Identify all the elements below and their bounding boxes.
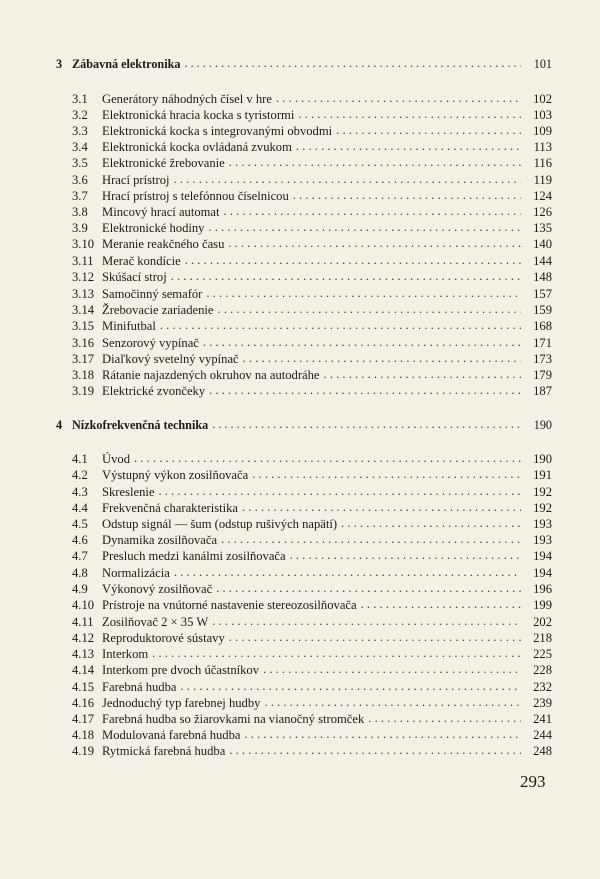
- section-title: Meranie reakčného času: [102, 237, 228, 251]
- section-title: Interkom pre dvoch účastníkov: [102, 663, 263, 677]
- section-title: Výkonový zosilňovač: [102, 582, 216, 596]
- section-page: 239: [521, 696, 552, 710]
- toc-entry: [72, 350, 552, 366]
- section-number: 4.18: [72, 728, 95, 742]
- section-page: 196: [521, 582, 552, 596]
- section-number: 3.11: [72, 254, 94, 268]
- toc-entry: [72, 710, 552, 726]
- section-number: 4.9: [72, 582, 88, 596]
- section-number: 4.11: [72, 615, 94, 629]
- dot-leader: [276, 91, 521, 105]
- dot-leader: [263, 662, 521, 676]
- section-page: 244: [521, 728, 552, 742]
- section-title: Elektrické zvončeky: [102, 384, 209, 398]
- dot-leader: [324, 367, 521, 381]
- section-number: 3.6: [72, 173, 88, 187]
- section-title: Skreslenie: [102, 485, 158, 499]
- toc-entry: [72, 531, 552, 547]
- toc-entry: [72, 629, 552, 645]
- toc-entry: [72, 203, 552, 219]
- section-title: Farebná hudba: [102, 680, 181, 694]
- section-number: 3.19: [72, 384, 95, 398]
- section-number: 3.7: [72, 189, 88, 203]
- toc-entry: [72, 483, 552, 499]
- section-page: 232: [521, 680, 552, 694]
- section-number: 3.4: [72, 140, 88, 154]
- section-page: 225: [521, 647, 552, 661]
- toc-entry: [72, 235, 552, 251]
- page-number: 293: [520, 772, 546, 791]
- section-page: 135: [521, 221, 552, 235]
- dot-leader: [293, 188, 521, 202]
- section-page: 190: [521, 452, 552, 466]
- section-number: 4.1: [72, 452, 88, 466]
- section-title: Farebná hudba so žiarovkami na vianočný stromček: [102, 712, 368, 726]
- dot-leader: [208, 220, 521, 234]
- section-number: 3.17: [72, 352, 95, 366]
- section-page: 192: [521, 485, 552, 499]
- section-title: Hrací prístroj s telefónnou číselnicou: [102, 189, 293, 203]
- dot-leader: [218, 302, 521, 316]
- section-number: 3.16: [72, 336, 95, 350]
- section-page: 171: [521, 336, 552, 350]
- toc-entry: [72, 268, 552, 284]
- toc-entry: [72, 90, 552, 106]
- dot-leader: [174, 565, 521, 579]
- section-page: 126: [521, 205, 552, 219]
- toc-entry: [72, 154, 552, 170]
- section-page: 192: [521, 501, 552, 515]
- toc-entry: [72, 450, 552, 466]
- section-page: 179: [521, 368, 552, 382]
- dot-leader: [341, 516, 521, 530]
- section-page: 124: [521, 189, 552, 203]
- toc-entry: [72, 613, 552, 629]
- toc-entry: [72, 515, 552, 531]
- section-number: 4.16: [72, 696, 95, 710]
- dot-leader: [203, 335, 521, 349]
- dot-leader: [242, 500, 521, 514]
- section-title: Generátory náhodných čísel v hre: [102, 92, 276, 106]
- dot-leader: [296, 139, 521, 153]
- section-number: 3.5: [72, 156, 88, 170]
- section-number: 4.6: [72, 533, 88, 547]
- dot-leader: [252, 467, 521, 481]
- toc-entry: [72, 106, 552, 122]
- section-title: Modulovaná farebná hudba: [102, 728, 244, 742]
- section-number: 4.14: [72, 663, 95, 677]
- section-title: Presluch medzi kanálmi zosilňovača: [102, 549, 290, 563]
- section-page: 113: [521, 140, 552, 154]
- section-number: 3.8: [72, 205, 88, 219]
- section-title: Odstup signál — šum (odstup rušivých napätí): [102, 517, 341, 531]
- section-page: 194: [521, 549, 552, 563]
- section-number: 3.15: [72, 319, 95, 333]
- section-page: 194: [521, 566, 552, 580]
- dot-leader: [184, 56, 521, 70]
- section-title: Mincový hrací automat: [102, 205, 224, 219]
- section-page: 173: [521, 352, 552, 366]
- section-title: Normalizácia: [102, 566, 174, 580]
- toc-entry: [72, 742, 552, 758]
- section-title: Reproduktorové sústavy: [102, 631, 229, 645]
- section-number: 4.17: [72, 712, 95, 726]
- toc-entry: [72, 301, 552, 317]
- section-number: 4.15: [72, 680, 95, 694]
- toc-entry: [72, 596, 552, 612]
- dot-leader: [361, 597, 521, 611]
- chapter-number: 3: [56, 57, 63, 71]
- section-number: 4.7: [72, 549, 88, 563]
- section-number: 3.1: [72, 92, 88, 106]
- toc-entry: [72, 661, 552, 677]
- section-page: 168: [521, 319, 552, 333]
- dot-leader: [209, 383, 521, 397]
- dot-leader: [181, 679, 522, 693]
- section-page: 109: [521, 124, 552, 138]
- section-page: 144: [521, 254, 552, 268]
- section-number: 4.8: [72, 566, 88, 580]
- toc-entry: [72, 122, 552, 138]
- toc-entry: [72, 726, 552, 742]
- toc-entry: [72, 564, 552, 580]
- section-title: Jednoduchý typ farebnej hudby: [102, 696, 264, 710]
- dot-leader: [134, 451, 521, 465]
- section-title: Senzorový vypínač: [102, 336, 203, 350]
- dot-leader: [152, 646, 521, 660]
- section-title: Prístroje na vnútorné nastavenie stereozosilňovača: [102, 598, 361, 612]
- dot-leader: [264, 695, 521, 709]
- section-number: 3.2: [72, 108, 88, 122]
- chapter-page: 190: [521, 418, 552, 432]
- section-title: Elektronické žrebovanie: [102, 156, 229, 170]
- dot-leader: [228, 236, 521, 250]
- section-title: Elektronické hodiny: [102, 221, 208, 235]
- section-page: 202: [521, 615, 552, 629]
- section-page: 218: [521, 631, 552, 645]
- toc-entry: [72, 334, 552, 350]
- dot-leader: [174, 172, 522, 186]
- section-page: 228: [521, 663, 552, 677]
- dot-leader: [212, 417, 521, 431]
- dot-leader: [221, 532, 521, 546]
- dot-leader: [229, 630, 521, 644]
- toc-entry: [72, 171, 552, 187]
- toc-entry: [72, 317, 552, 333]
- section-title: Hrací prístroj: [102, 173, 174, 187]
- section-title: Rytmická farebná hudba: [102, 744, 229, 758]
- dot-leader: [244, 727, 521, 741]
- toc-entry: [72, 547, 552, 563]
- section-number: 3.10: [72, 237, 95, 251]
- toc-entry: [72, 694, 552, 710]
- section-title: Merač kondície: [102, 254, 185, 268]
- section-page: 148: [521, 270, 552, 284]
- section-number: 4.13: [72, 647, 95, 661]
- section-number: 3.12: [72, 270, 95, 284]
- section-page: 199: [521, 598, 552, 612]
- section-page: 193: [521, 517, 552, 531]
- dot-leader: [368, 711, 521, 725]
- section-number: 4.10: [72, 598, 95, 612]
- section-title: Skúšací stroj: [102, 270, 171, 284]
- section-number: 4.19: [72, 744, 95, 758]
- section-number: 3.14: [72, 303, 95, 317]
- section-title: Frekvenčná charakteristika: [102, 501, 242, 515]
- dot-leader: [158, 484, 521, 498]
- chapter-title: Nízkofrekvenčná technika: [72, 418, 212, 432]
- section-number: 3.13: [72, 287, 95, 301]
- section-number: 4.2: [72, 468, 88, 482]
- dot-leader: [216, 581, 521, 595]
- section-title: Diaľkový svetelný vypínač: [102, 352, 243, 366]
- section-number: 3.9: [72, 221, 88, 235]
- toc-entry: [72, 580, 552, 596]
- dot-leader: [206, 286, 521, 300]
- toc-entry: [72, 138, 552, 154]
- dot-leader: [243, 351, 521, 365]
- section-page: 103: [521, 108, 552, 122]
- section-page: 241: [521, 712, 552, 726]
- toc-entry: [72, 678, 552, 694]
- section-title: Samočinný semafór: [102, 287, 206, 301]
- section-page: 187: [521, 384, 552, 398]
- section-page: 191: [521, 468, 552, 482]
- section-title: Elektronická hracia kocka s tyristormi: [102, 108, 298, 122]
- section-title: Dynamika zosilňovača: [102, 533, 221, 547]
- section-title: Rátanie najazdených okruhov na autodráhe: [102, 368, 324, 382]
- dot-leader: [185, 253, 521, 267]
- toc-entry: [72, 382, 552, 398]
- section-title: Elektronická kocka s integrovanými obvodmi: [102, 124, 336, 138]
- section-number: 4.12: [72, 631, 95, 645]
- dot-leader: [298, 107, 521, 121]
- section-number: 4.4: [72, 501, 88, 515]
- dot-leader: [160, 318, 521, 332]
- toc-entry: [72, 366, 552, 382]
- section-title: Výstupný výkon zosilňovača: [102, 468, 252, 482]
- dot-leader: [229, 743, 521, 757]
- dot-leader: [336, 123, 521, 137]
- section-number: 4.3: [72, 485, 88, 499]
- section-page: 119: [521, 173, 552, 187]
- section-page: 248: [521, 744, 552, 758]
- section-title: Žrebovacie zariadenie: [102, 303, 218, 317]
- toc-entry: [72, 252, 552, 268]
- dot-leader: [229, 155, 521, 169]
- chapter-heading: [56, 55, 552, 71]
- toc-entry: [72, 187, 552, 203]
- section-page: 102: [521, 92, 552, 106]
- toc-entry: [72, 645, 552, 661]
- dot-leader: [171, 269, 521, 283]
- toc-entry: [72, 499, 552, 515]
- toc-entry: [72, 466, 552, 482]
- section-title: Úvod: [102, 452, 134, 466]
- section-page: 157: [521, 287, 552, 301]
- toc-entry: [72, 285, 552, 301]
- section-page: 140: [521, 237, 552, 251]
- dot-leader: [224, 204, 521, 218]
- chapter-title: Zábavná elektronika: [72, 57, 184, 71]
- section-title: Interkom: [102, 647, 152, 661]
- chapter-heading: [56, 416, 552, 432]
- section-number: 3.18: [72, 368, 95, 382]
- dot-leader: [212, 614, 521, 628]
- section-number: 3.3: [72, 124, 88, 138]
- dot-leader: [290, 548, 521, 562]
- section-title: Elektronická kocka ovládaná zvukom: [102, 140, 296, 154]
- chapter-number: 4: [56, 418, 63, 432]
- chapter-page: 101: [521, 57, 552, 71]
- section-number: 4.5: [72, 517, 88, 531]
- section-title: Zosilňovač 2 × 35 W: [102, 615, 212, 629]
- section-page: 116: [521, 156, 552, 170]
- section-page: 159: [521, 303, 552, 317]
- section-page: 193: [521, 533, 552, 547]
- section-title: Minifutbal: [102, 319, 160, 333]
- toc-entry: [72, 219, 552, 235]
